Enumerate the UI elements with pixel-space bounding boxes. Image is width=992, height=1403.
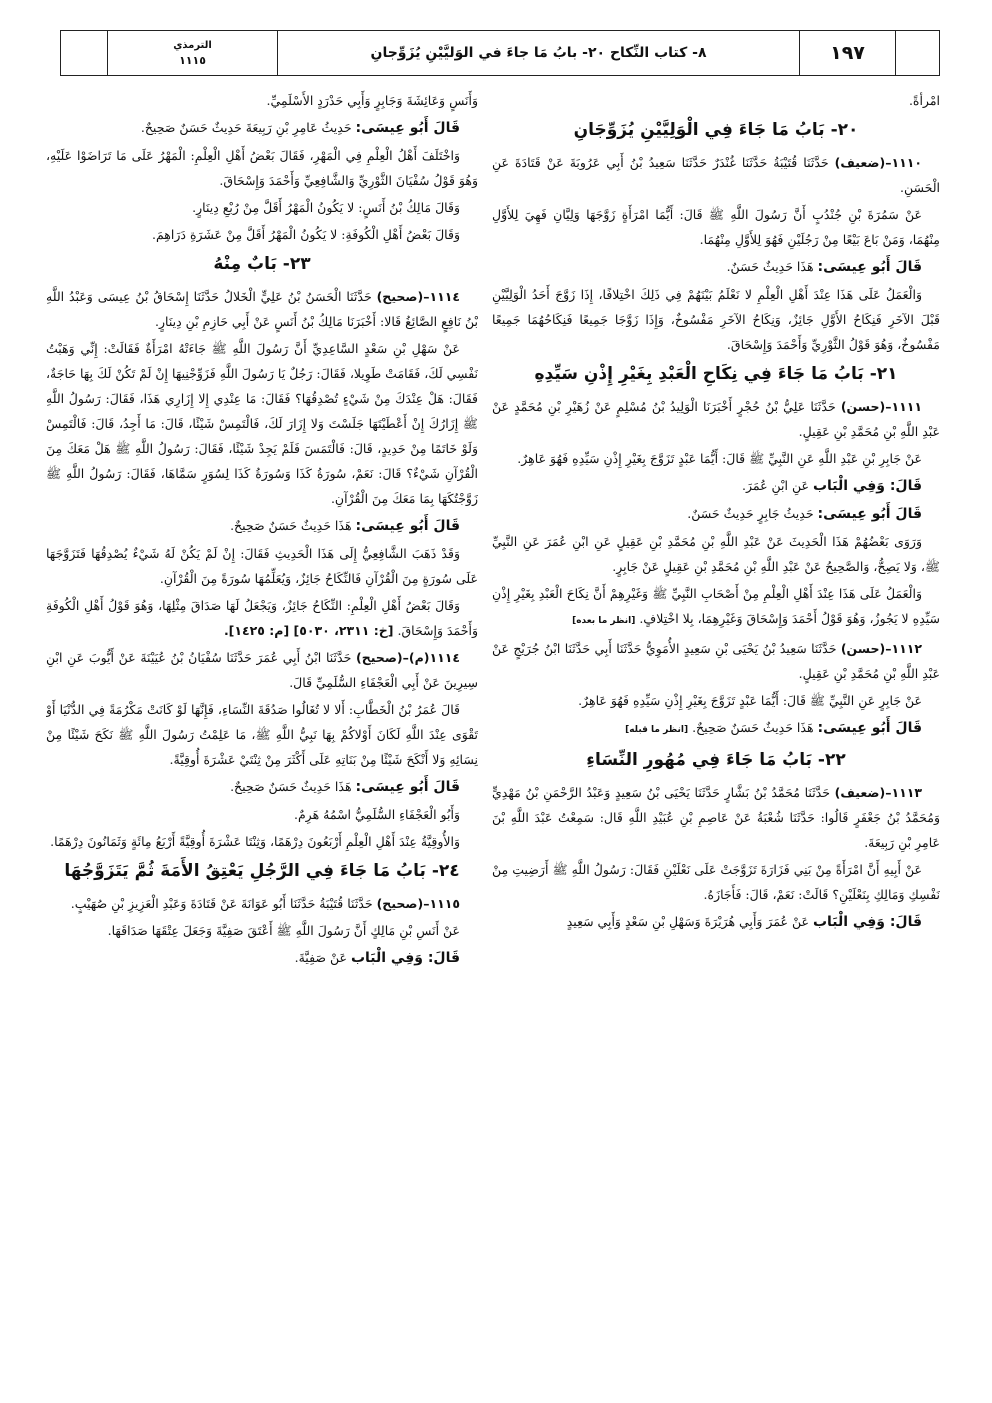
hadith-matn: عَنْ جَابِرِ بْنِ عَبْدِ اللَّهِ عَنِ النَّبِيِّ ﷺ قَالَ: أَيُّمَا عَبْدٍ تَزَوَّجَ بِغَيْرِ إِذْنِ سَيِّدِهِ فَهُوَ عَاهِرٌ. xyxy=(517,451,922,466)
bab-note: قَالَ: وَفِي الْبَاب عَنِ ابْنِ عُمَرَ. xyxy=(742,478,922,494)
bab-note: قَالَ: وَفِي الْبَاب عَنْ صَفِيَّةَ. xyxy=(294,950,460,966)
page-number: ١٩٧ xyxy=(799,31,895,75)
hadith-number: ١١١١–(حسن) xyxy=(840,399,922,414)
right-column xyxy=(492,88,940,1388)
cross-reference: [انظر ما بعده] xyxy=(572,616,636,626)
commentary: وَقَدْ ذَهَبَ الشَّافِعِيُّ إِلَى هَذَا الْحَدِيثِ فَقَالَ: إِنْ لَمْ يَكُنْ لَهُ شَيْءٌ يُصْدِقُهَا فَتَزَوَّجَهَا عَلَى سُورَةٍ مِنَ الْقُرْآنِ فَالنِّكَاحُ جَائِزٌ، وَيُعَلِّمُهَا سُورَةً مِنَ الْقُرْآنِ. xyxy=(46,546,478,586)
header-blank-cell xyxy=(61,31,107,75)
commentary: وَقَالَ بَعْضُ أَهْلِ الْعِلْمِ: النِّكَاحُ جَائِزٌ، وَيَجْعَلُ لَهَا صَدَاقَ مِثْلِهَا، وَهُوَ قَوْلُ أَهْلِ الْكُوفَةِ وَأَحْمَدَ وَإِسْحَاقَ. [خ: ٢٣١١، ٥٠٣٠] [م: ١٤٢٥]. xyxy=(46,598,478,638)
commentary: وَأَبُو الْعَجْفَاءِ السُّلَمِيُّ اسْمُهُ هَرِمٌ. xyxy=(293,807,460,822)
header-blank-cell xyxy=(895,31,941,75)
hadith-matn: عَنْ جَابِرٍ عَنِ النَّبِيِّ ﷺ قَالَ: أَيُّمَا عَبْدٍ تَزَوَّجَ بِغَيْرِ إِذْنِ سَيِّدِهِ فَهُوَ عَاهِرٌ. xyxy=(578,693,922,708)
hadith-isnad: ١١١٣–(ضعيف) حَدَّثَنَا مُحَمَّدُ بْنُ بَشَّارٍ حَدَّثَنَا يَحْيَى بْنُ سَعِيدٍ وَعَبْدُ الرَّحْمَنِ بْنُ مَهْدِيٍّ وَمُحَمَّدُ بْنُ جَعْفَرٍ قَالُوا: حَدَّثَنَا شُعْبَةُ عَنْ عَاصِمِ بْنِ عُبَيْدِ اللَّهِ قَال: سَمِعْتُ عَبْدَ اللَّهِ بْنَ عَامِرِ بْنِ رَبِيعَةَ. xyxy=(492,785,940,850)
hadith-number: ١١١٥–(صحيح) xyxy=(376,896,460,911)
hadith-number: ١١١٤–(صحيح) xyxy=(376,289,460,304)
hadith-matn: عَنْ سَمُرَةَ بْنِ جُنْدُبٍ أَنَّ رَسُولَ اللَّهِ ﷺ قَالَ: أَيُّمَا امْرَأَةٍ زَوَّجَهَا وَلِيَّانِ فَهِيَ لِلأَوَّلِ مِنْهُمَا، وَمَنْ بَاعَ بَيْعًا مِنْ رَجُلَيْنِ فَهُوَ لِلأَوَّلِ مِنْهُمَا. xyxy=(492,207,940,247)
takhrij-reference: [خ: ٢٣١١، ٥٠٣٠] [م: ١٤٢٥]. xyxy=(223,623,394,638)
chapter-heading: ٢٣- بَابٌ مِنْهُ xyxy=(213,254,311,274)
commentary: وَرَوَى بَعْضُهُمْ هَذَا الْحَدِيثَ عَنْ عَبْدِ اللَّهِ بْنِ مُحَمَّدِ بْنِ عَقِيلٍ عَنِ ابْنِ عُمَرَ عَنِ النَّبِيِّ ﷺ، وَلا يَصِحُّ، وَالصَّحِيحُ عَنْ عَبْدِ اللَّهِ بْنِ مُحَمَّدِ بْنِ عَقِيلٍ عَنْ جَابِرٍ. xyxy=(492,534,940,574)
hadith-isnad: ١١١٠–(ضعيف) حَدَّثَنَا قُتَيْبَةُ حَدَّثَنَا غُنْدَرٌ حَدَّثَنَا سَعِيدُ بْنُ أَبِي عَرُوبَةَ عَنْ قَتَادَةَ عَنِ الْحَسَنِ. xyxy=(492,155,940,195)
hadith-isnad: ١١١١–(حسن) حَدَّثَنَا عَلِيُّ بْنُ حُجْرٍ أَخْبَرَنَا الْوَلِيدُ بْنُ مُسْلِمٍ عَنْ زُهَيْرِ بْنِ مُحَمَّدٍ عَنْ عَبْدِ اللَّهِ بْنِ مُحَمَّدِ بْنِ عَقِيلٍ. xyxy=(492,399,940,439)
chapter-heading: ٢٠- بَابُ مَا جَاءَ فِي الْوَلِيَّيْنِ يُزَوِّجَانِ xyxy=(573,120,859,140)
tirmidhi-comment: قَالَ أَبُو عِيسَى: حَدِيثُ عَامِرِ بْنِ رَبِيعَةَ حَدِيثٌ حَسَنٌ صَحِيحٌ. xyxy=(140,120,460,136)
running-header xyxy=(60,30,940,76)
hadith-number: ١١١٠–(ضعيف) xyxy=(834,155,922,170)
hadith-isnad: ١١١٤(م)–(صحيح) حَدَّثَنَا ابْنُ أَبِي عُمَرَ حَدَّثَنَا سُفْيَانُ بْنُ عُيَيْنَةَ عَنْ أَيُّوبَ عَنِ ابْنِ سِيرِينَ عَنْ أَبِي الْعَجْفَاءِ السُّلَمِيِّ قَالَ. xyxy=(46,650,478,690)
continuation-text: وَأَنَسٍ وَعَائِشَةَ وَجَابِرٍ وَأَبِي حَدْرَدٍ الأَسْلَمِيِّ. xyxy=(266,93,478,108)
commentary: وَاخْتَلَفَ أَهْلُ الْعِلْمِ فِي الْمَهْرِ، فَقَالَ بَعْضُ أَهْلِ الْعِلْمِ: الْمَهْرُ عَلَى مَا تَرَاضَوْا عَلَيْهِ، وَهُوَ قَوْلُ سُفْيَانَ الثَّوْرِيِّ وَالشَّافِعِيِّ وَأَحْمَدَ وَإِسْحَاقَ. xyxy=(46,148,478,188)
volume-number: ١١١٥ xyxy=(179,54,206,67)
left-column xyxy=(46,88,478,1388)
hadith-number: ١١١٢–(حسن) xyxy=(840,641,922,656)
chapter-heading: ٢٢- بَابُ مَا جَاءَ فِي مُهُورِ النِّسَاءِ xyxy=(586,750,846,770)
chapter-heading: ٢٤- بَابُ مَا جَاءَ فِي الرَّجُلِ يَعْتِقُ الأَمَةَ ثُمَّ يَتَزَوَّجُهَا xyxy=(64,861,460,881)
hadith-matn: عَنْ سَهْلِ بْنِ سَعْدٍ السَّاعِدِيِّ أَنَّ رَسُولَ اللَّهِ ﷺ جَاءَتْهُ امْرَأَةٌ فَقَالَتْ: إِنِّي وَهَبْتُ نَفْسِي لَكَ، فَقَامَتْ طَوِيلا، فَقَالَ: رَجُلٌ يَا رَسُولَ اللَّهِ فَزَوِّجْنِيهَا إِنْ لَمْ تَكُنْ لَكَ بِهَا حَاجَةٌ، فَقَالَ: هَلْ عِنْدَكَ مِنْ شَيْءٍ تُصْدِقُهَا؟ فَقَالَ: مَا عِنْدِي إِلا إِزَارِي هَذَا، فَقَالَ: رَسُولُ اللَّهِ ﷺ إِزَارُكَ إِنْ أَعْطَيْتَهَا جَلَسْتَ وَلا إِزَارَ لَكَ، فَالْتَمِسْ شَيْئًا، قَالَ: مَا أَجِدُ، قَالَ: فَالْتَمِسْ وَلَوْ خَاتَمًا مِنْ حَدِيدٍ، قَالَ: فَالْتَمَسَ فَلَمْ يَجِدْ شَيْئًا، فَقَالَ: رَسُولُ اللَّهِ ﷺ هَلْ مَعَكَ مِنَ الْقُرْآنِ شَيْءٌ؟ قَالَ: نَعَمْ، سُورَةُ كَذَا وَسُورَةُ كَذَا لِسُوَرٍ سَمَّاهَا، فَقَالَ: رَسُولُ اللَّهِ ﷺ زَوَّجْتُكَهَا بِمَا مَعَكَ مِنَ الْقُرْآنِ. xyxy=(46,341,478,506)
tirmidhi-comment: قَالَ أَبُو عِيسَى: هَذَا حَدِيثٌ حَسَنٌ صَحِيحٌ. [انظر ما قبله] xyxy=(625,720,922,736)
bab-note: قَالَ: وَفِي الْبَاب عَنْ عُمَرَ وَأَبِي هُرَيْرَةَ وَسَهْلِ بْنِ سَعْدٍ وَأَبِي سَعِيدٍ xyxy=(566,914,922,930)
tirmidhi-comment: قَالَ أَبُو عِيسَى: هَذَا حَدِيثٌ حَسَنٌ صَحِيحٌ. xyxy=(230,779,460,795)
hadith-matn: عَنْ أَنَسِ بْنِ مَالِكٍ أَنَّ رَسُولَ اللَّهِ ﷺ أَعْتَقَ صَفِيَّةَ وَجَعَلَ عِتْقَهَا صَدَاقَهَا. xyxy=(107,923,460,938)
header-book-cell xyxy=(107,31,277,75)
hadith-number: ١١١٤(م)–(صحيح) xyxy=(355,650,460,665)
commentary: وَالْعَمَلُ عَلَى هَذَا عِنْدَ أَهْلِ الْعِلْمِ مِنْ أَصْحَابِ النَّبِيِّ ﷺ وَغَيْرِهِمْ أَنَّ نِكَاحَ الْعَبْدِ بِغَيْرِ إِذْنِ سَيِّدِهِ لا يَجُوزُ، وَهُوَ قَوْلُ أَحْمَدَ وَإِسْحَاقَ وَغَيْرِهِمَا، بِلا اخْتِلافٍ. [انظر ما بعده] xyxy=(492,586,940,626)
cross-reference: [انظر ما قبله] xyxy=(625,725,689,735)
chapter-heading: ٢١- بَابُ مَا جَاءَ فِي نِكَاحِ الْعَبْدِ بِغَيْرِ إِذْنِ سَيِّدِهِ xyxy=(534,364,898,384)
hadith-matn: عَنْ أَبِيهِ أَنَّ امْرَأَةً مِنْ بَنِي فَزَارَةَ تَزَوَّجَتْ عَلَى نَعْلَيْنِ فَقَالَ: رَسُولُ اللَّهِ ﷺ أَرَضِيتِ مِنْ نَفْسِكِ وَمَالِكِ بِنَعْلَيْنِ؟ قَالَتْ: نَعَمْ، قَالَ: فَأَجَازَهُ. xyxy=(492,862,940,902)
tirmidhi-comment: قَالَ أَبُو عِيسَى: هَذَا حَدِيثٌ حَسَنٌ صَحِيحٌ. xyxy=(230,518,460,534)
hadith-isnad: ١١١٥–(صحيح) حَدَّثَنَا قُتَيْبَةُ حَدَّثَنَا أَبُو عَوَانَةَ عَنْ قَتَادَةَ وَعَبْدِ الْعَزِيزِ بْنِ صُهَيْبٍ. xyxy=(70,896,460,911)
commentary: وَقَالَ بَعْضُ أَهْلِ الْكُوفَةِ: لا يَكُونُ الْمَهْرُ أَقَلَّ مِنْ عَشَرَةِ دَرَاهِمَ. xyxy=(152,227,460,242)
tirmidhi-comment: قَالَ أَبُو عِيسَى: حَدِيثُ جَابِرٍ حَدِيثٌ حَسَنٌ. xyxy=(687,506,922,522)
continuation-text: امْرأةً. xyxy=(908,93,940,108)
book-name: الترمذي xyxy=(173,40,212,51)
commentary: وَقَالَ مَالِكُ بْنُ أَنَسٍ: لا يَكُونُ الْمَهْرُ أَقَلَّ مِنْ رُبْعِ دِينَارٍ. xyxy=(192,200,460,215)
tirmidhi-comment: قَالَ أَبُو عِيسَى: هَذَا حَدِيثٌ حَسَنٌ. xyxy=(726,259,922,275)
commentary: وَالأُوقِيَّةُ عِنْدَ أَهْلِ الْعِلْمِ أَرْبَعُونَ دِرْهَمًا، وَثِنْتَا عَشْرَةَ أُوقِيَّةً أَرْبَعُ مِائَةٍ وَثَمَانُونَ دِرْهَمًا. xyxy=(50,834,460,849)
running-title: ٨- كتاب النِّكاح ٢٠- بابُ مَا جاءَ في الوَليَّيْنِ يُزَوِّجانِ xyxy=(277,31,799,75)
hadith-isnad: ١١١٤–(صحيح) حَدَّثَنَا الْحَسَنُ بْنُ عَلِيٍّ الْخَلالُ حَدَّثَنَا إِسْحَاقُ بْنُ عِيسَى وَعَبْدُ اللَّهِ بْنُ نَافِعٍ الصَّائِغُ قَالا: أَخْبَرَنَا مَالِكُ بْنُ أَنَسٍ عَنْ أَبِي حَازِمِ بْنِ دِينَارٍ. xyxy=(46,289,478,329)
hadith-matn: قَالَ عُمَرُ بْنُ الْخَطَّابِ: أَلا لا تُغَالُوا صَدُقَةَ النِّسَاءِ، فَإِنَّهَا لَوْ كَانَتْ مَكْرُمَةً فِي الدُّنْيَا أَوْ تَقْوَى عِنْدَ اللَّهِ لَكَانَ أَوْلاكُمْ بِهَا نَبِيُّ اللَّهِ ﷺ، مَا عَلِمْتُ رَسُولَ اللَّهِ ﷺ نَكَحَ شَيْئًا مِنْ نِسَائِهِ وَلا أَنْكَحَ شَيْئًا مِنْ بَنَاتِهِ عَلَى أَكْثَرَ مِنْ ثِنْتَيْ عَشْرَةَ أُوقِيَّةً. xyxy=(46,702,478,767)
hadith-isnad: ١١١٢–(حسن) حَدَّثَنَا سَعِيدُ بْنُ يَحْيَى بْنِ سَعِيدٍ الأُمَوِيُّ حَدَّثَنَا أَبِي حَدَّثَنَا ابْنُ جُرَيْجٍ عَنْ عَبْدِ اللَّهِ بْنِ مُحَمَّدِ بْنِ عَقِيلٍ. xyxy=(492,641,940,681)
commentary: وَالْعَمَلُ عَلَى هَذَا عِنْدَ أَهْلِ الْعِلْمِ لا نَعْلَمُ بَيْنَهُمْ فِي ذَلِكَ اخْتِلافًا، إِذَا زَوَّجَ أَحَدُ الْوَلِيَّيْنِ قَبْلَ الآخَرِ فَنِكَاحُ الأَوَّلِ جَائِزٌ، وَنِكَاحُ الآخَرِ مَفْسُوخٌ، وَإِذَا زَوَّجَا جَمِيعًا فَنِكَاحُهُمَا جَمِيعًا مَفْسُوخٌ، وَهُوَ قَوْلُ الثَّوْرِيِّ وَأَحْمَدَ وَإِسْحَاقَ. xyxy=(492,287,940,352)
hadith-number: ١١١٣–(ضعيف) xyxy=(834,785,922,800)
